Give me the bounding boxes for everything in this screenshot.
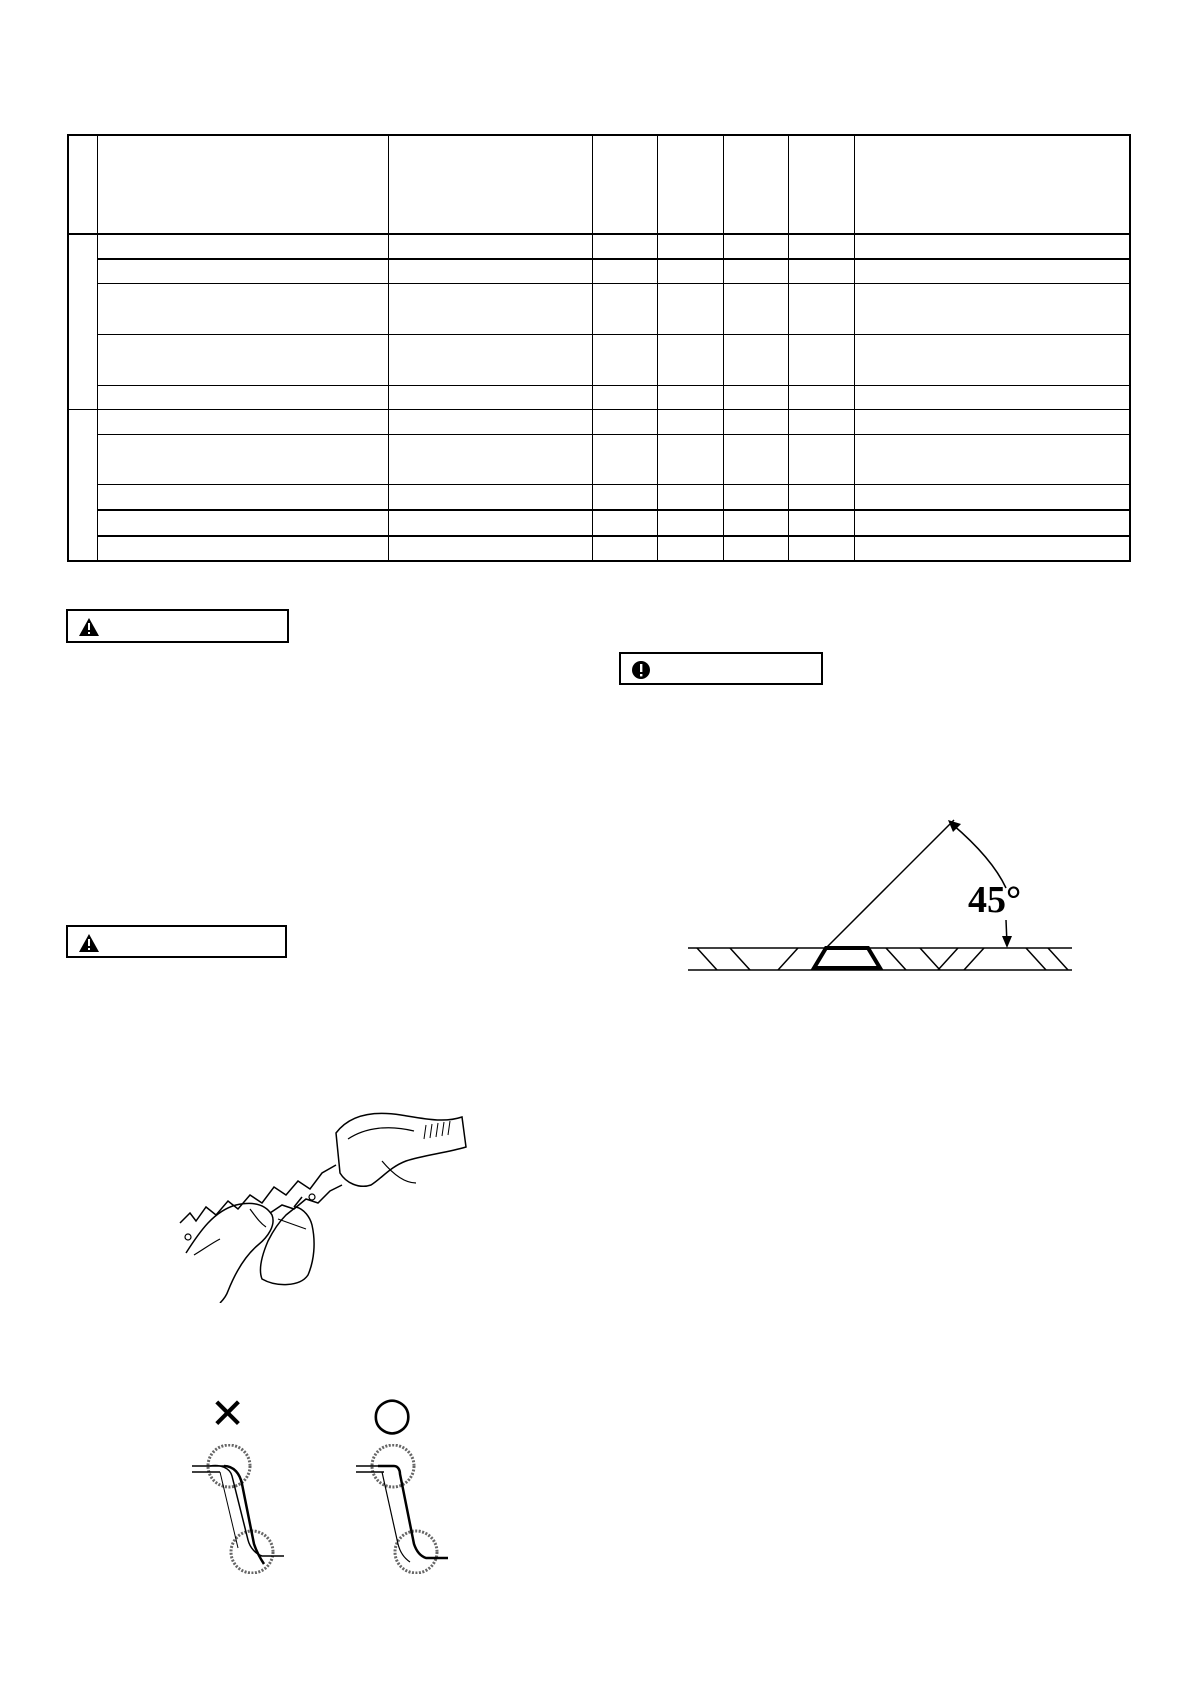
header-separator xyxy=(69,233,1129,235)
wrong-symbol: ✕ xyxy=(210,1389,246,1438)
table-row xyxy=(97,434,1129,435)
blade-edge-right-figure xyxy=(354,1444,464,1574)
table-row xyxy=(97,535,1129,537)
column-divider xyxy=(388,136,389,560)
warning-label-top xyxy=(66,609,289,643)
exclamation-circle-icon xyxy=(631,660,651,680)
right-symbol: ○ xyxy=(372,1386,413,1440)
column-divider xyxy=(97,136,98,560)
warning-label-bottom xyxy=(66,925,287,958)
column-divider xyxy=(657,136,658,560)
table-row xyxy=(97,484,1129,485)
column-divider xyxy=(723,136,724,560)
blade-edge-wrong-figure xyxy=(190,1444,300,1574)
table-row xyxy=(97,283,1129,284)
sharpening-angle-figure xyxy=(680,808,1080,988)
column-divider xyxy=(592,136,593,560)
warning-triangle-icon xyxy=(78,617,100,637)
oiling-blade-illustration xyxy=(176,1103,476,1303)
table-row xyxy=(97,509,1129,511)
angle-label: 45° xyxy=(968,879,1022,921)
table-row xyxy=(97,258,1129,260)
maintenance-table xyxy=(67,134,1131,562)
table-row xyxy=(97,334,1129,335)
column-divider xyxy=(854,136,855,560)
group-separator xyxy=(69,409,1129,410)
warning-triangle-icon xyxy=(78,933,100,953)
column-divider xyxy=(788,136,789,560)
table-row xyxy=(97,385,1129,386)
notice-label xyxy=(619,652,823,685)
